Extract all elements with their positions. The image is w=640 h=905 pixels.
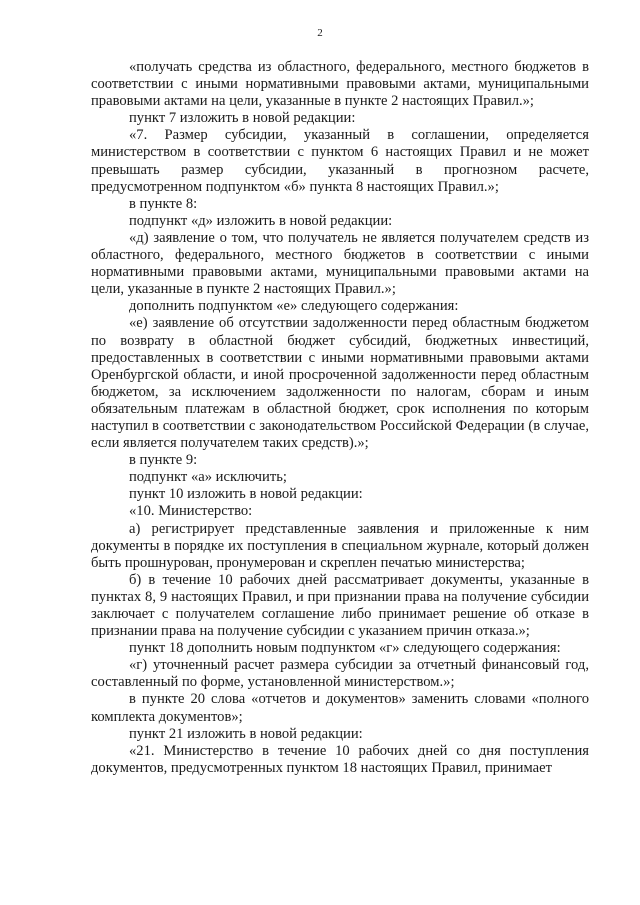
paragraph: «10. Министерство: xyxy=(129,503,253,520)
paragraph: в пункте 8: xyxy=(129,195,198,212)
document-body xyxy=(91,59,589,777)
paragraph: «7. Размер субсидии, указанный в соглашении, определяется министерством в соответствии с пунктом 6 настоящих Правил и не может превышать размер субсидии, указанный в прогнозном расчете, предусмотренном подпунктом «б» пункта 8 настоящих Правил.»; xyxy=(91,127,589,195)
paragraph: а) регистрирует представленные заявления и приложенные к ним документы в порядке их поступления в специальном журнале, который должен быть прошнурован, пронумерован и скреплен печатью министерства; xyxy=(91,520,589,571)
paragraph: пункт 21 изложить в новой редакции: xyxy=(129,725,363,742)
paragraph: подпункт «д» изложить в новой редакции: xyxy=(129,212,393,229)
paragraph: б) в течение 10 рабочих дней рассматривает документы, указанные в пунктах 8, 9 настоящих Правил, и при признании права на получение субсидии заключает с получателем соглашение либо принимает решение об отказе в признании права на получение субсидии с указанием причин отказа.»; xyxy=(91,571,589,640)
paragraph: в пункте 20 слова «отчетов и документов» заменить словами «полного комплекта документов»; xyxy=(91,691,589,725)
paragraph: дополнить подпунктом «е» следующего содержания: xyxy=(129,298,459,315)
paragraph: пункт 18 дополнить новым подпунктом «г» следующего содержания: xyxy=(129,640,561,657)
paragraph: пункт 7 изложить в новой редакции: xyxy=(129,110,356,127)
paragraph: «д) заявление о том, что получатель не является получателем средств из областного, федерального, местного бюджетов в соответствии с иными нормативными правовыми актами, муниципальными правовыми актами на цели, указанные в пункте 2 настоящих Правил.»; xyxy=(91,229,589,298)
paragraph: «е) заявление об отсутствии задолженности перед областным бюджетом по возврату в областной бюджет субсидий, бюджетных инвестиций, предоставленных в соответствии с иными нормативными правовыми актами Оренбургской области, и иной просроченной задолженности перед областным бюджетом, за исключением задолженности по налогам, сборам и иным обязательным платежам в областной бюджет, срок исполнения по которым наступил в соответствии с законодательством Российской Федерации (в случае, если является получателем таких средств).»; xyxy=(91,315,589,452)
paragraph: в пункте 9: xyxy=(129,452,198,469)
paragraph: подпункт «а» исключить; xyxy=(129,469,287,486)
paragraph: «получать средства из областного, федерального, местного бюджетов в соответствии с иными нормативными правовыми актами, муниципальными правовыми актами на цели, указанные в пункте 2 настоящих Правил.»; xyxy=(91,59,589,110)
paragraph: пункт 10 изложить в новой редакции: xyxy=(129,486,363,503)
paragraph: «г) уточненный расчет размера субсидии за отчетный финансовый год, составленный по форме, установленной министерством.»; xyxy=(91,657,589,691)
paragraph: «21. Министерство в течение 10 рабочих дней со дня поступления документов, предусмотренных пунктом 18 настоящих Правил, принимает xyxy=(91,742,589,776)
page-number: 2 xyxy=(317,27,323,39)
